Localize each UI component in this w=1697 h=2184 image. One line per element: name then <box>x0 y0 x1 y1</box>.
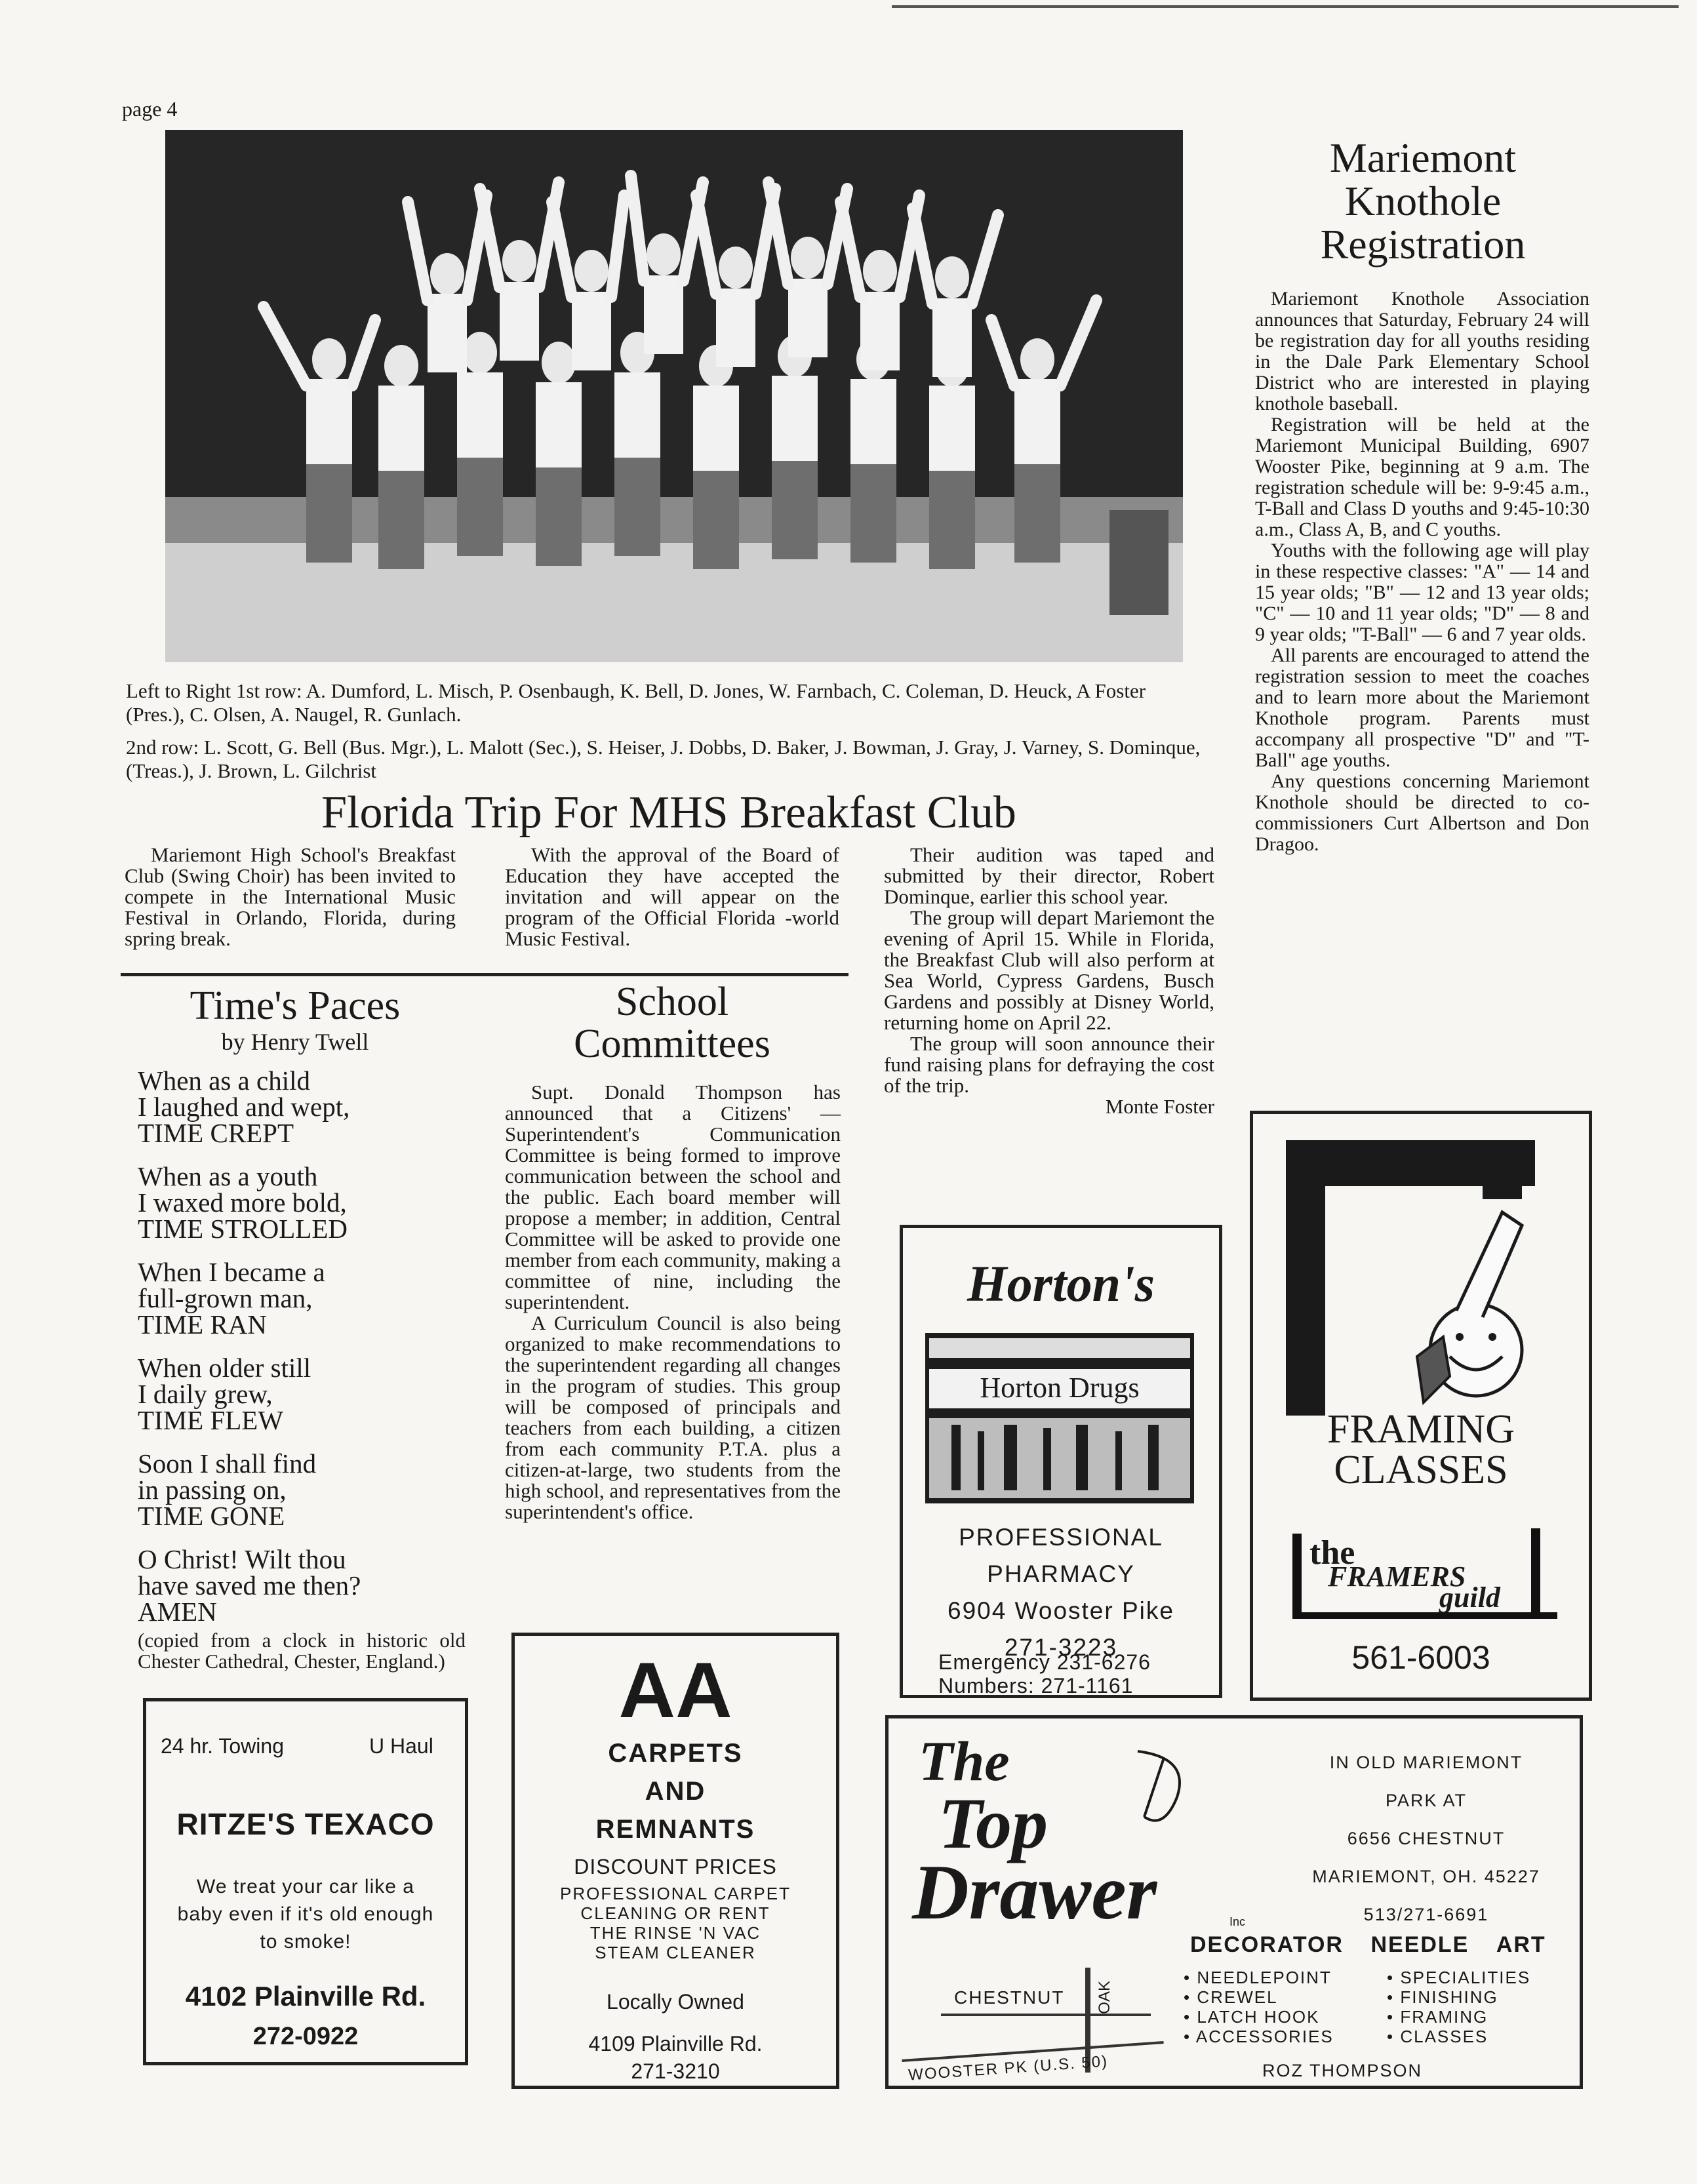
framers-phone: 561-6003 <box>1351 1639 1490 1676</box>
list-item: • FRAMING <box>1387 2007 1488 2027</box>
aa-line-6: CLEANING OR RENT <box>580 1903 770 1923</box>
poem-stanza-2 <box>138 1163 479 1242</box>
top-drawer-location <box>1282 1743 1570 1934</box>
poem-line: TIME CREPT <box>138 1118 294 1148</box>
map-label-chestnut: CHESTNUT <box>954 1987 1065 2008</box>
aa-address: 4109 Plainville Rd. <box>588 2032 763 2055</box>
horton-emergency-label: Emergency <box>938 1650 1050 1674</box>
list-item: • NEEDLEPOINT <box>1184 1968 1332 1987</box>
storefront-illustration <box>925 1333 1194 1503</box>
horton-emergency-row <box>938 1650 1151 1675</box>
top-drawer-inc: Inc <box>1229 1915 1246 1928</box>
top-drawer-cat-3: ART <box>1496 1932 1546 1957</box>
aa-services <box>515 1884 836 1962</box>
poem-line: I laughed and wept, <box>138 1092 350 1122</box>
horton-numbers-row <box>938 1674 1133 1698</box>
item-label: NEEDLEPOINT <box>1197 1968 1332 1987</box>
committees-para-2: A Curriculum Council is also being organized to make recommendations to the superintendent regarding all changes in the program of studies. This group will be composed of principals and teachers from each building, a citizen from each community P.T.A. plus a citizen-at-large, two students from the high school, and representatives from the superintendent's office. <box>505 1311 841 1523</box>
horton-emergency-phone: 231-6276 <box>1056 1650 1151 1674</box>
poem-line: I daily grew, <box>138 1379 273 1409</box>
list-item: • LATCH HOOK <box>1184 2007 1320 2027</box>
top-drawer-loc-1: IN OLD MARIEMONT <box>1329 1753 1523 1772</box>
aa-line-8: STEAM CLEANER <box>595 1943 756 1962</box>
knothole-para-2: Registration will be held at the Mariemont Municipal Building, 6907 Wooster Pike, beginning at 9 a.m. The registration schedule will be: 9-9:45 a.m., T-Ball and Class D youths and 9:45-10:30 a.m., Class A, B, and C youths. <box>1255 414 1589 540</box>
poem-line: TIME RAN <box>138 1309 268 1340</box>
committees-title-line-1: School <box>615 980 729 1024</box>
top-drawer-loc-3: 6656 CHESTNUT <box>1347 1829 1506 1848</box>
ritze-ad <box>143 1698 468 2065</box>
choir-photo-illustration <box>165 130 1183 662</box>
top-drawer-loc-4: MARIEMONT, OH. 45227 <box>1312 1867 1540 1886</box>
item-label: CLASSES <box>1400 2027 1488 2046</box>
aa-line-5: PROFESSIONAL CARPET <box>560 1884 791 1903</box>
florida-author: Monte Foster <box>1105 1095 1214 1118</box>
knothole-para-5: Any questions concerning Mariemont Knothole should be directed to co-commissioners Curt Albertson and Don Dragoo. <box>1255 770 1589 855</box>
aa-phone: 271-3210 <box>631 2059 720 2083</box>
poem-byline: by Henry Twell <box>221 1029 369 1055</box>
ritze-tagline: We treat your car like a baby even if it's old enough to smoke! <box>177 1876 434 1953</box>
poem-line: I waxed more bold, <box>138 1187 347 1218</box>
poem-line: AMEN <box>138 1597 217 1627</box>
knothole-para-3: Youths with the following age will play in these respective classes: "A" — 14 and 15 year olds; "B" — 12 and 13 year olds; "C" — 10 and 11 year olds; "D" — 8 and 9 year olds; "T-Ball" — 6 and 7 year olds. <box>1255 540 1589 645</box>
framers-line-2: CLASSES <box>1334 1448 1508 1492</box>
poem-line: have saved me then? <box>138 1570 361 1600</box>
poem-stanza-4 <box>138 1355 479 1433</box>
framers-ad <box>1250 1111 1592 1701</box>
list-item: • CLASSES <box>1387 2027 1488 2046</box>
committees-title-line-2: Committees <box>574 1022 770 1066</box>
framers-headline <box>1253 1409 1589 1490</box>
horton-ad <box>900 1225 1222 1698</box>
top-drawer-owner: ROZ THOMPSON <box>1262 2061 1422 2080</box>
top-drawer-phone: 513/271-6691 <box>1363 1905 1489 1924</box>
framers-logo <box>1292 1534 1557 1619</box>
framers-line-1: FRAMING <box>1327 1407 1515 1452</box>
florida-para-5: The group will soon announce their fund raising plans for defraying the cost of the trip. <box>884 1032 1214 1097</box>
ritze-name: RITZE'S TEXACO <box>176 1807 435 1841</box>
florida-para-2: With the approval of the Board of Education they have accepted the invitation and will appear on the program of the Official Florida -world Music Festival. <box>505 843 839 950</box>
poem-line: TIME GONE <box>138 1501 285 1531</box>
knothole-title-line-3: Registration <box>1320 221 1526 268</box>
knothole-title-line-2: Knothole <box>1344 178 1502 224</box>
choir-photo <box>165 130 1183 662</box>
aa-carpets-ad <box>511 1633 839 2089</box>
florida-col-2 <box>505 844 839 949</box>
poem-line: TIME FLEW <box>138 1405 284 1435</box>
page-number: page 4 <box>122 97 178 121</box>
ritze-phone: 272-0922 <box>252 2023 359 2050</box>
horton-line-1: PROFESSIONAL <box>959 1524 1163 1551</box>
map-chestnut-street <box>941 2014 1151 2016</box>
florida-headline: Florida Trip For MHS Breakfast Club <box>321 787 1016 838</box>
knothole-title <box>1246 136 1600 266</box>
knothole-para-4: All parents are encouraged to attend the registration session to meet the coaches and to learn more about the Mariemont Knothole program. Parents must accompany all prospective "D" and "T-Ball" age youths. <box>1255 645 1589 771</box>
top-drawer-cat-2: NEEDLE <box>1370 1932 1469 1957</box>
needle-thread-icon <box>1125 1745 1197 1837</box>
poem-title: Time's Paces <box>190 983 401 1028</box>
knothole-body <box>1255 288 1589 855</box>
item-label: FINISHING <box>1400 1987 1498 2007</box>
list-item: • FINISHING <box>1387 1987 1498 2007</box>
poem-stanza-5 <box>138 1450 479 1529</box>
aa-line-4: DISCOUNT PRICES <box>574 1855 777 1878</box>
poem-line: full-grown man, <box>138 1283 313 1313</box>
top-drawer-logo-3: Drawer <box>912 1848 1157 1936</box>
top-drawer-categories <box>1190 1932 1577 1958</box>
list-item: • ACCESSORIES <box>1184 2027 1334 2046</box>
photo-caption <box>126 679 1201 792</box>
horton-numbers-phone: 271-1161 <box>1041 1674 1134 1698</box>
map-label-oak: OAK <box>1096 1981 1113 2014</box>
poem-line: When I became a <box>138 1257 325 1287</box>
item-label: FRAMING <box>1400 2007 1488 2027</box>
poem-line: When as a youth <box>138 1161 318 1191</box>
list-item: • CREWEL <box>1184 1987 1278 2007</box>
florida-para-1: Mariemont High School's Breakfast Club (Swing Choir) has been invited to compete in the International Music Festival in Orlando, Florida, during spring break. <box>125 843 456 950</box>
poem-stanza-6 <box>138 1546 479 1625</box>
knothole-title-line-1: Mariemont <box>1329 134 1517 181</box>
aa-logo: AA <box>618 1646 732 1734</box>
committees-body <box>505 1082 841 1522</box>
florida-col-3 <box>884 844 1214 1117</box>
florida-col-1 <box>125 844 456 949</box>
ritze-uhaul: U Haul <box>369 1734 433 1758</box>
top-rule <box>892 5 1679 8</box>
framers-logo-guild: guild <box>1439 1581 1500 1614</box>
logo-bar <box>1531 1528 1540 1612</box>
committees-title <box>505 981 839 1065</box>
aa-line-3: REMNANTS <box>595 1815 755 1844</box>
ritze-towing: 24 hr. Towing <box>161 1734 284 1758</box>
top-drawer-loc-2: PARK AT <box>1385 1791 1467 1810</box>
poem-line: O Christ! Wilt thou <box>138 1544 346 1574</box>
map-label-wooster: WOOSTER PK (U.S. 50) <box>908 2052 1109 2084</box>
knothole-para-1: Mariemont Knothole Association announces that Saturday, February 24 will be registration day for all youths residing in the Dale Park Elementary School District who are interested in playing knothole baseball. <box>1255 288 1589 414</box>
horton-phone: 271-3223 <box>1004 1634 1118 1661</box>
horton-storefront <box>925 1333 1194 1503</box>
aa-line-9: Locally Owned <box>607 1990 744 2014</box>
item-label: ACCESSORIES <box>1195 2027 1334 2046</box>
poem-line: When as a child <box>138 1065 310 1096</box>
section-rule <box>121 973 848 976</box>
poem-line: Soon I shall find <box>138 1448 317 1479</box>
top-drawer-ad <box>885 1715 1583 2089</box>
horton-details <box>903 1519 1219 1666</box>
caption-row-1: Left to Right 1st row: A. Dumford, L. Misch, P. Osenbaugh, K. Bell, D. Jones, W. Farnbach, C. Coleman, D. Heuck, A Foster (Pres.), C. Olsen, A. Naugel, R. Gunlach. <box>126 679 1146 726</box>
framers-logo-framers: FRAMERS <box>1328 1560 1466 1593</box>
aa-line-7: THE RINSE 'N VAC <box>589 1923 761 1943</box>
poem-body <box>138 1067 479 1672</box>
poem-note: (copied from a clock in historic old Chester Cathedral, Chester, England.) <box>138 1629 466 1673</box>
horton-sign: Horton Drugs <box>980 1372 1140 1404</box>
aa-line-2: AND <box>645 1777 706 1806</box>
top-drawer-items-left <box>1184 1968 1334 2046</box>
list-item: • SPECIALITIES <box>1387 1968 1531 1987</box>
poem-line: TIME STROLLED <box>138 1214 348 1244</box>
committees-para-1: Supt. Donald Thompson has announced that a Citizens' — Superintendent's Communication Committee is being formed to improve communication between the school and the public. Each board member will propose a member; in addition, Central Committee will be asked to provide one member from each community, making a committee of nine, including the superintendent. <box>505 1081 841 1313</box>
horton-name: Horton's <box>967 1255 1155 1312</box>
poem-stanza-3 <box>138 1259 479 1338</box>
item-label: SPECIALITIES <box>1400 1968 1531 1987</box>
poem-line: in passing on, <box>138 1475 287 1505</box>
florida-para-3: Their audition was taped and submitted by their director, Robert Dominque, earlier this school year. <box>884 843 1214 908</box>
poem-stanza-1 <box>138 1067 479 1146</box>
horton-line-2: PHARMACY <box>987 1560 1135 1587</box>
ritze-address: 4102 Plainville Rd. <box>185 1981 426 2012</box>
caption-row-2: 2nd row: L. Scott, G. Bell (Bus. Mgr.), L. Malott (Sec.), S. Heiser, J. Dobbs, D. Baker, J. Bowman, J. Gray, J. Varney, S. Dominque, (Treas.), J. Brown, L. Gilchrist <box>126 736 1201 782</box>
horton-address: 6904 Wooster Pike <box>948 1597 1174 1624</box>
top-drawer-cat-1: DECORATOR <box>1190 1932 1344 1957</box>
top-drawer-logo-2: Top <box>938 1783 1048 1863</box>
framers-logo-the: the <box>1309 1534 1355 1572</box>
florida-para-4: The group will depart Mariemont the evening of April 15. While in Florida, the Breakfast Club will also perform at Sea World, Cypress Gardens, Busch Gardens and possibly at Disney World, returning home on April 22. <box>884 906 1214 1034</box>
aa-line-1: CARPETS <box>608 1739 743 1768</box>
horton-numbers-label: Numbers: <box>938 1674 1035 1698</box>
poem-line: When older still <box>138 1353 311 1383</box>
top-drawer-logo-1: The <box>919 1730 1010 1793</box>
top-drawer-items-right <box>1387 1968 1530 2046</box>
item-label: LATCH HOOK <box>1197 2007 1320 2027</box>
item-label: CREWEL <box>1197 1987 1278 2007</box>
aa-headline <box>515 1734 836 1848</box>
top-drawer-logo <box>912 1730 1253 1936</box>
